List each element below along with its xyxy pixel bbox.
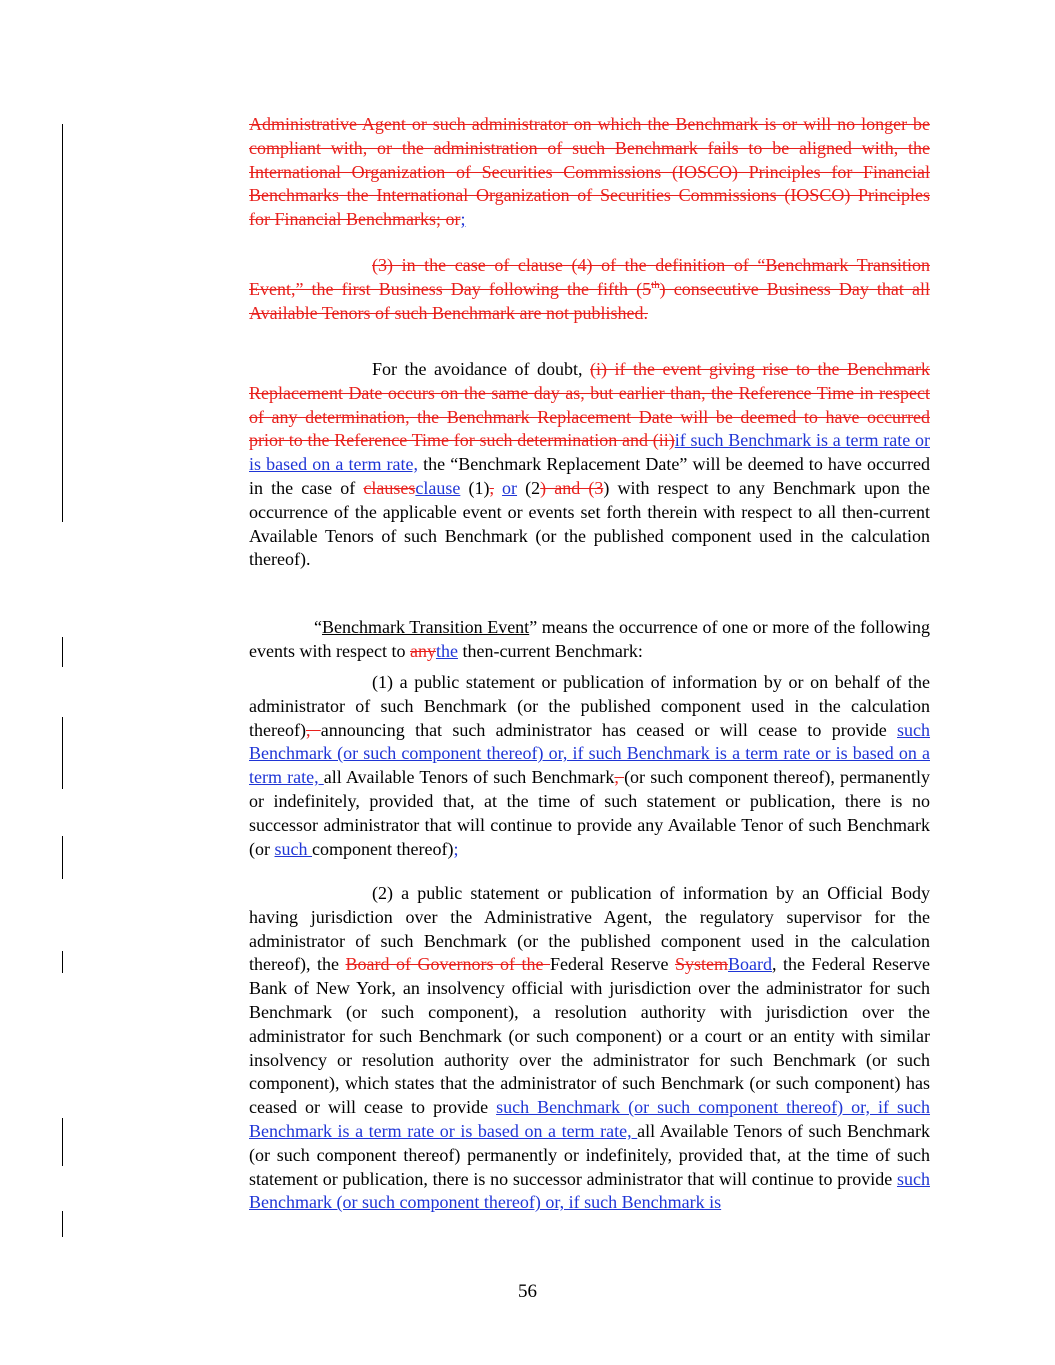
paragraph-benchmark-transition-event-definition: “Benchmark Transition Event” means the occurrence of one or more of the following events with respect to anythe then-current Benchmark: (249, 617, 931, 661)
change-bar (62, 124, 63, 522)
paragraph-avoidance-of-doubt: For the avoidance of doubt, (i) if the event giving rise to the Benchmark Replacement Date occurs on the same day as, but earlier than, the Reference Time in respect of any determination, the Benchmark Replacement Date will be deemed to have occurred prior to the Reference Time for such determination and (ii)if such Benchmark is a term rate or is based on a term rate, the “Benchmark Replacement Date” will be deemed to have occurred in the case of clausesclause (1), or (2) and (3) with respect to any Benchmark upon the occurrence of the applicable event or events set forth therein with respect to all then-current Available Tenors of such Benchmark (or the published component used in the calculation thereof). (249, 359, 931, 570)
paragraph-deleted-iosco: Administrative Agent or such administrator on which the Benchmark is or will no longer be compliant with, or the administration of such Benchmark fails to be aligned with, the International Organization of Securities Commissions (IOSCO) Principles for Financial Benchmarks the International Organization of Securities Commissions (IOSCO) Principles for Financial Benchmarks; or; (249, 114, 930, 230)
change-bar (62, 951, 63, 973)
change-bar (62, 717, 63, 789)
page-number: 56 (518, 1281, 537, 1302)
change-bar (62, 637, 63, 667)
change-bar (62, 1211, 63, 1237)
change-bar (62, 836, 63, 879)
paragraph-clause-3-deleted: (3) in the case of clause (4) of the definition of “Benchmark Transition Event,” the first Business Day following the fifth (5th) consecutive Business Day that all Available Tenors of such Benchmark are not published. (249, 255, 930, 323)
paragraph-event-clause-1: (1) a public statement or publication of information by or on behalf of the administrator of such Benchmark (or the published component used in the calculation thereof), announcing that such administrator has ceased or will cease to provide such Benchmark (or such component thereof) or, if such Benchmark is a term rate or is based on a term rate, all Available Tenors of such Benchmark, (or such component thereof), permanently or indefinitely, provided that, at the time of such statement or publication, there is no successor administrator that will continue to provide any Available Tenor of such Benchmark (or such component thereof); (249, 672, 931, 859)
change-bar (62, 1118, 63, 1166)
defined-term: Benchmark Transition Event (322, 617, 530, 637)
paragraph-event-clause-2: (2) a public statement or publication of information by an Official Body having jurisdiction over the Administrative Agent, the regulatory supervisor for the administrator of such Benchmark (or the published component used in the calculation thereof), the Board of Governors of the Federal Reserve SystemBoard, the Federal Reserve Bank of New York, an insolvency official with jurisdiction over the administrator for such Benchmark (or such component), a resolution authority with jurisdiction over the administrator for such Benchmark (or such component) or a court or an entity with similar insolvency or resolution authority over the administrator for such Benchmark (or such component), which states that the administrator of such Benchmark (or such component) has ceased or will cease to provide such Benchmark (or such component thereof) or, if such Benchmark is a term rate or is based on a term rate, all Available Tenors of such Benchmark (or such component thereof) permanently or indefinitely, provided that, at the time of such statement or publication, there is no successor administrator that will continue to provide such Benchmark (or such component thereof) or, if such Benchmark is (249, 883, 930, 1213)
